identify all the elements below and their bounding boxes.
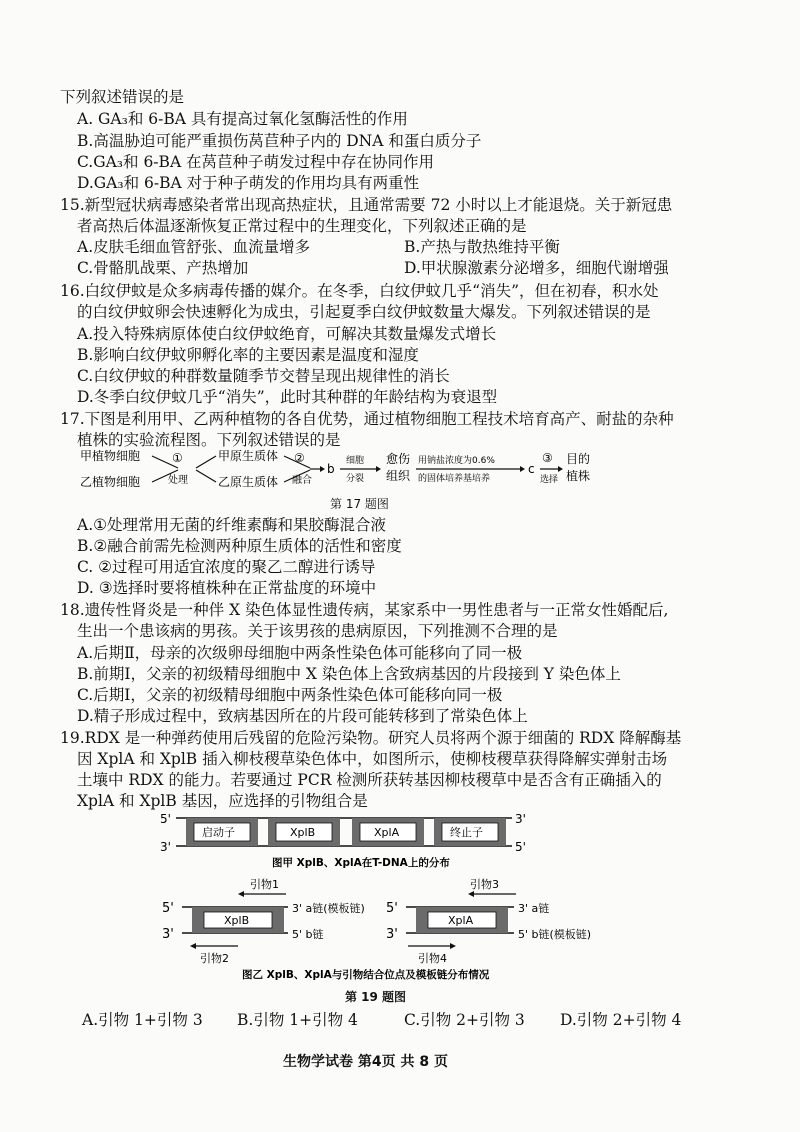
figure-b-caption: 图乙 XplB、XplA与引物结合位点及模板链分布情况 <box>242 969 490 981</box>
arrow-head <box>190 943 196 949</box>
division-label-bottom: 分裂 <box>346 474 365 484</box>
right-5-end: 5' <box>386 901 398 916</box>
flow-line <box>196 470 216 482</box>
step3-label: 选择 <box>540 475 559 485</box>
protoplast-b-label: 乙原生质体 <box>218 475 279 489</box>
q19-figure-a <box>160 808 560 872</box>
q19-stem-line-4: XplA 和 XplB 基因，应选择的引物组合是 <box>77 792 368 810</box>
q15-option-c: C.骨骼肌战栗、产热增加 <box>77 259 249 277</box>
q18-option-d: D.精子形成过程中，致病基因所在的片段可能转移到了常染色体上 <box>77 707 528 725</box>
callus-label-2: 组织 <box>386 469 411 483</box>
primer-3-label: 引物3 <box>470 878 499 891</box>
q14-stem: 下列叙述错误的是 <box>60 88 185 106</box>
strand-3-end-right: 3' <box>515 812 526 826</box>
strand-5-end-right: 5' <box>515 840 526 854</box>
q19-figure-b <box>160 872 600 982</box>
xplb-label: XplB <box>290 826 316 839</box>
q18-stem-line-1: 18.遗传性肾炎是一种伴 X 染色体显性遗传病，某家系中一男性患者与一正常女性婚配后, <box>60 601 669 619</box>
q17-option-b: B.②融合前需先检测两种原生质体的活性和密度 <box>77 537 402 555</box>
arrow-head <box>238 891 244 897</box>
q19-option-a: A.引物 1+引物 3 <box>82 1011 203 1029</box>
q19-option-c: C.引物 2+引物 3 <box>404 1011 525 1029</box>
right-top-strand-label: 3' a链 <box>518 902 550 915</box>
q17-stem-line-2: 植株的实验流程图。下列叙述错误的是 <box>77 431 341 449</box>
q17-flow-diagram <box>80 446 720 494</box>
q17-stem-line-1: 17.下图是利用甲、乙两种植物的各自优势，通过植物细胞工程技术培育高产、耐盐的杂种 <box>60 410 674 428</box>
left-bottom-strand-label: 5' b链 <box>292 928 324 941</box>
arrow-head <box>520 466 525 472</box>
step1-label: 处理 <box>168 475 188 486</box>
b-label: b <box>327 462 335 476</box>
q17-option-d: D. ③选择时要将植株种在正常盐度的环境中 <box>77 579 377 597</box>
right-3-end: 3' <box>386 927 398 942</box>
q16-stem-line-2: 的白纹伊蚊卵会快速孵化为成虫，引起夏季白纹伊蚊数量大爆发。下列叙述错误的是 <box>77 303 651 321</box>
q17-option-c: C. ②过程可用适宜浓度的聚乙二醇进行诱导 <box>77 558 376 576</box>
arrow-head <box>468 891 474 897</box>
step1-number: ① <box>172 451 183 465</box>
q18-option-a: A.后期Ⅱ，母亲的次级卵母细胞中两条性染色体可能移向了同一极 <box>77 644 523 662</box>
strand-3-end: 3' <box>160 840 171 854</box>
cell-b-label: 乙植物细胞 <box>80 475 141 489</box>
flow-line <box>196 456 216 468</box>
right-bottom-strand-label: 5' b链(模板链) <box>518 928 592 941</box>
q16-option-a: A.投入特殊病原体使白纹伊蚊绝育，可解决其数量爆发式增长 <box>77 325 497 343</box>
q19-option-d: D.引物 2+引物 4 <box>560 1011 682 1029</box>
left-5-end: 5' <box>162 901 174 916</box>
q17-option-a: A.①处理常用无菌的纤维素酶和果胶酶混合液 <box>77 516 387 534</box>
xpla-gene-label: XplA <box>448 914 474 927</box>
q15-stem-line-1: 15.新型冠状病毒感染者常出现高热症状，且通常需要 72 小时以上才能退烧。关于新冠患 <box>60 196 673 214</box>
q14-option-c: C.GA₃和 6-BA 在莴苣种子萌发过程中存在协同作用 <box>77 153 435 171</box>
arrow-head <box>320 466 325 472</box>
q17-figure-caption: 第 17 题图 <box>330 497 389 511</box>
step3-number: ③ <box>542 451 553 465</box>
q19-option-b: B.引物 1+引物 4 <box>237 1011 358 1029</box>
callus-label-1: 愈伤 <box>386 452 411 466</box>
primer-4-label: 引物4 <box>418 952 447 965</box>
q19-figure-caption: 第 19 题图 <box>345 990 407 1004</box>
q14-option-d: D.GA₃和 6-BA 对于种子萌发的作用均具有两重性 <box>77 174 420 192</box>
q18-option-b: B.前期Ⅰ，父亲的初级精母细胞中 X 染色体上含致病基因的片段接到 Y 染色体上 <box>77 665 621 683</box>
q15-option-a: A.皮肤毛细血管舒张、血流量增多 <box>77 238 311 256</box>
q18-option-c: C.后期Ⅰ，父亲的初级精母细胞中两条性染色体可能移向同一极 <box>77 686 503 704</box>
arrow-head <box>450 943 456 949</box>
terminator-label: 终止子 <box>450 826 483 839</box>
q14-option-b: B.高温胁迫可能严重损伤莴苣种子内的 DNA 和蛋白质分子 <box>77 132 482 150</box>
q15-stem-line-2: 者高热后体温逐渐恢复正常过程中的生理变化，下列叙述正确的是 <box>77 217 527 235</box>
medium-label-top: 用钠盐浓度为0.6% <box>418 456 495 466</box>
q15-option-b: B.产热与散热维持平衡 <box>404 238 560 256</box>
q16-option-d: D.冬季白纹伊蚊几乎“消失”，此时其种群的年龄结构为衰退型 <box>77 388 498 406</box>
q19-stem-line-2: 因 XplA 和 XplB 插入柳枝稷草染色体中，如图所示，使柳枝稷草获得降解实弹射击场 <box>77 750 668 768</box>
xpla-label: XplA <box>374 826 400 839</box>
q16-option-c: C.白纹伊蚊的种群数量随季节交替呈现出规律性的消长 <box>77 367 450 385</box>
primer-1-label: 引物1 <box>250 878 279 891</box>
protoplast-a-label: 甲原生质体 <box>218 449 279 463</box>
promoter-label: 启动子 <box>202 826 235 839</box>
medium-label-bottom: 的固体培养基培养 <box>418 474 491 484</box>
q19-stem-line-3: 土壤中 RDX 的能力。若要通过 PCR 检测所获转基因柳枝稷草中是否含有正确插入的 <box>77 771 662 789</box>
step2-number: ② <box>294 451 305 465</box>
q16-option-b: B.影响白纹伊蚊卵孵化率的主要因素是温度和湿度 <box>77 346 419 364</box>
figure-a-caption: 图甲 XplB、XplA在T-DNA上的分布 <box>272 857 450 869</box>
step2-label: 融合 <box>292 475 312 486</box>
strand-5-end: 5' <box>160 812 171 826</box>
primer-2-label: 引物2 <box>200 952 229 965</box>
left-3-end: 3' <box>162 927 174 942</box>
q14-option-a: A. GA₃和 6-BA 具有提高过氧化氢酶活性的作用 <box>77 110 408 128</box>
target-label-2: 植株 <box>566 469 591 483</box>
xplb-gene-label: XplB <box>224 914 250 927</box>
arrow-head <box>376 466 381 472</box>
q15-option-d: D.甲状腺激素分泌增多，细胞代谢增强 <box>404 259 669 277</box>
division-label-top: 细胞 <box>346 456 365 466</box>
target-label-1: 目的 <box>566 452 591 466</box>
q19-stem-line-1: 19.RDX 是一种弹药使用后残留的危险污染物。研究人员将两个源于细菌的 RDX 降解酶基 <box>60 729 682 747</box>
page-footer: 生物学试卷 第4页 共 8 页 <box>283 1054 448 1070</box>
q18-stem-line-2: 生出一个患该病的男孩。关于该男孩的患病原因，下列推测不合理的是 <box>77 622 558 640</box>
cell-a-label: 甲植物细胞 <box>80 449 141 463</box>
left-top-strand-label: 3' a链(模板链) <box>292 902 365 915</box>
q16-stem-line-1: 16.白纹伊蚊是众多病毒传播的媒介。在冬季，白纹伊蚊几乎“消失”，但在初春，积水处 <box>60 282 659 300</box>
arrow-head <box>558 466 563 472</box>
c-label: c <box>528 462 535 476</box>
